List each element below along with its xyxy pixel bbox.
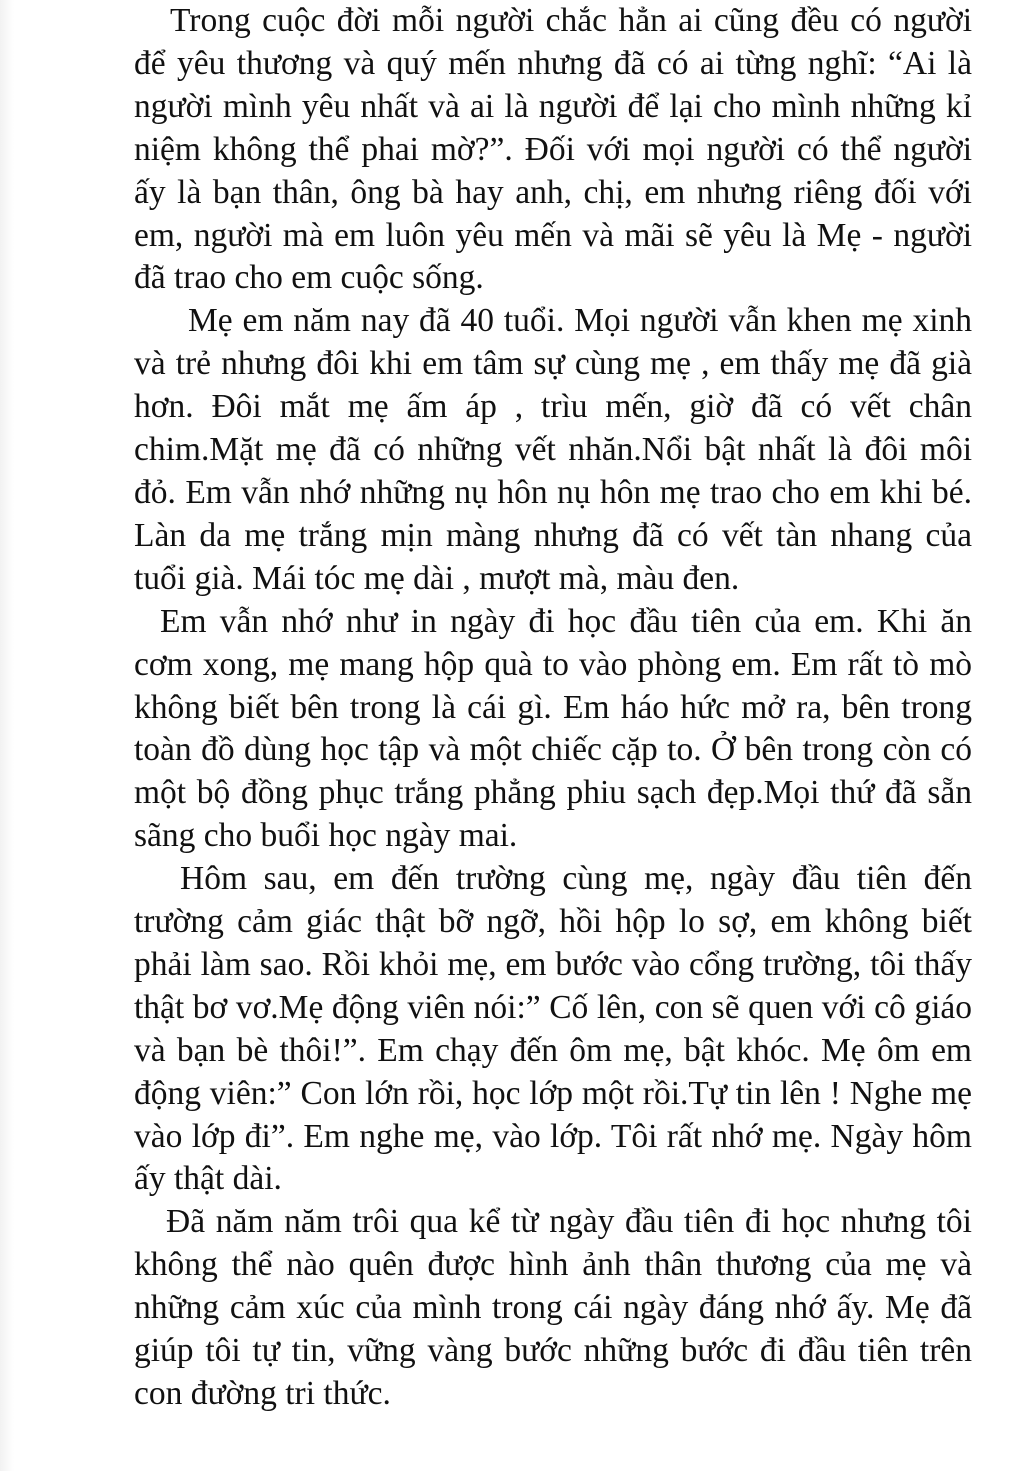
paragraph-3: Em vẫn nhớ như in ngày đi học đầu tiên của em. Khi ăn cơm xong, mẹ mang hộp quà to vào phòng em. Em rất tò mò không biết bên trong là cái gì. Em háo hức mở ra, bên trong toàn đồ dùng học tập và một chiếc cặp to. Ở bên trong còn có một bộ đồng phục trắng phẳng phiu sạch đẹp.Mọi thứ đã sẵn sãng cho buổi học ngày mai. <box>134 602 972 855</box>
paragraph-1: Trong cuộc đời mỗi người chắc hẳn ai cũng đều có người để yêu thương và quý mến nhưng đã có ai từng nghĩ: “Ai là người mình yêu nhất và ai là người để lại cho mình những kỉ niệm không thể phai mờ?”. Đối với mọi người có thể người ấy là bạn thân, ông bà hay anh, chị, em nhưng riêng đối với em, người mà em luôn yêu mến và mãi sẽ yêu là Mẹ - người đã trao cho em cuộc sống. <box>134 2 972 297</box>
paragraph-2: Mẹ em năm nay đã 40 tuổi. Mọi người vẫn khen mẹ xinh và trẻ nhưng đôi khi em tâm sự cùng mẹ , em thấy mẹ đã già hơn. Đôi mắt mẹ ấm áp , trìu mến, giờ đã có vết chân chim.Mặt mẹ đã có những vết nhăn.Nổi bật nhất là đôi môi đỏ. Em vẫn nhớ những nụ hôn nụ hôn mẹ trao cho em khi bé. Làn da mẹ trắng mịn màng nhưng đã có vết tàn nhang của tuổi già. Mái tóc mẹ dài , mượt mà, màu đen. <box>134 302 972 597</box>
essay-text <box>134 0 972 1416</box>
paragraph-5: Đã năm năm trôi qua kể từ ngày đầu tiên đi học nhưng tôi không thể nào quên được hình ảnh thân thương của mẹ và những cảm xúc của mình trong cái ngày đáng nhớ ấy. Mẹ đã giúp tôi tự tin, vững vàng bước những bước đi đầu tiên trên con đường tri thức. <box>134 1203 972 1412</box>
paragraph-4: Hôm sau, em đến trường cùng mẹ, ngày đầu tiên đến trường cảm giác thật bỡ ngỡ, hồi hộp lo sợ, em không biết phải làm sao. Rồi khỏi mẹ, em bước vào cổng trường, tôi thấy thật bơ vơ.Mẹ động viên nói:” Cố lên, con sẽ quen với cô giáo và bạn bè thôi!”. Em chạy đến ôm mẹ, bật khóc. Mẹ ôm em động viên:” Con lớn rồi, học lớp một rồi.Tự tin lên ! Nghe mẹ vào lớp đi”. Em nghe mẹ, vào lớp. Tôi rất nhớ mẹ. Ngày hôm ấy thật dài. <box>134 860 972 1198</box>
page-edge-shadow <box>0 0 14 1471</box>
